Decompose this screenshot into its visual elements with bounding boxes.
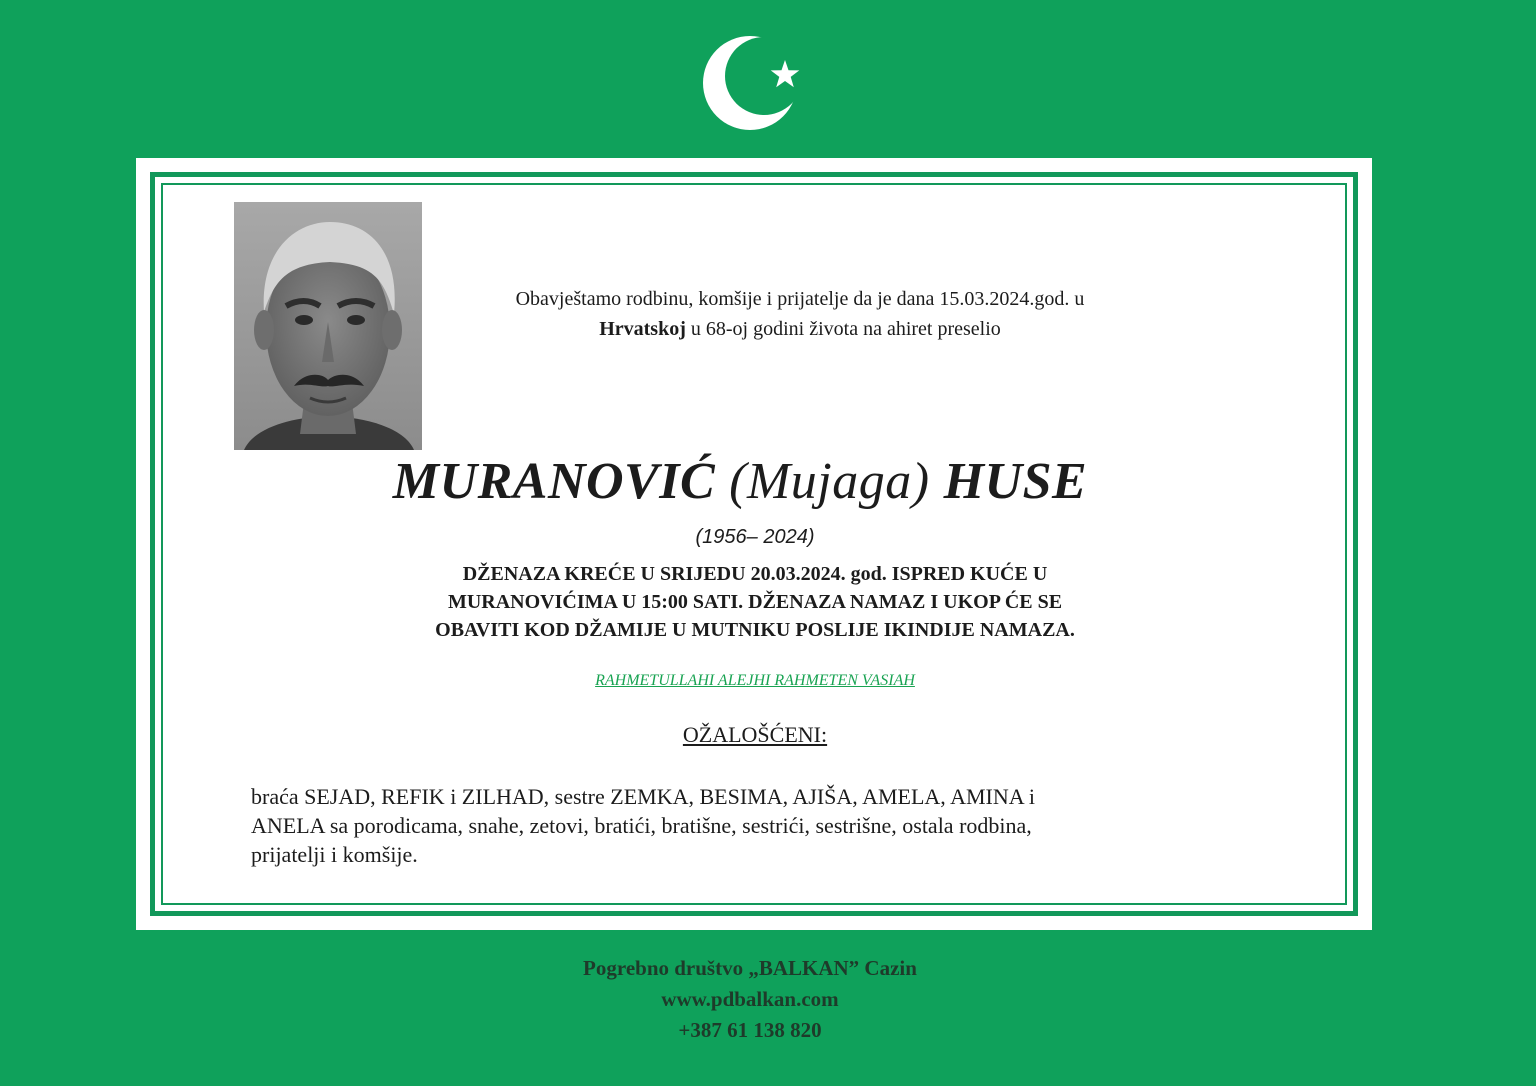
funeral-line-3: OBAVITI KOD DŽAMIJE U MUTNIKU POSLIJE IKINDIJE NAMAZA. bbox=[435, 619, 1075, 641]
mourners-list bbox=[251, 782, 1261, 869]
mourners-heading: OŽALOŠĆENI: bbox=[682, 722, 828, 747]
portrait-photo bbox=[234, 202, 422, 450]
funeral-details bbox=[330, 560, 1180, 644]
mourners-line-2: ANELA sa porodicama, snahe, zetovi, bratići, bratišne, sestrići, sestrišne, ostala rodbina, bbox=[251, 813, 1032, 838]
funeral-home-website: www.pdbalkan.com bbox=[661, 987, 839, 1011]
first-name: HUSE bbox=[943, 453, 1088, 510]
funeral-home-info bbox=[440, 953, 1060, 1046]
mourners-line-3: prijatelji i komšije. bbox=[251, 842, 418, 867]
deceased-name bbox=[300, 452, 1180, 511]
prayer-text: RAHMETULLAHI ALEJHI RAHMETEN VASIAH bbox=[595, 672, 915, 689]
death-announcement bbox=[400, 284, 1200, 344]
announcement-line-2-rest: u 68-oj godini života na ahiret preselio bbox=[685, 318, 1001, 340]
life-years: (1956– 2024) bbox=[695, 526, 815, 548]
funeral-line-2: MURANOVIĆIMA U 15:00 SATI. DŽENAZA NAMAZ I UKOP ĆE SE bbox=[447, 591, 1063, 613]
father-name: (Mujaga) bbox=[729, 453, 930, 510]
announcement-line-1: Obavještamo rodbinu, komšije i prijatelje da je dana 15.03.2024.god. u bbox=[515, 288, 1085, 310]
funeral-home-phone: +387 61 138 820 bbox=[678, 1018, 822, 1042]
funeral-line-1: DŽENAZA KREĆE U SRIJEDU 20.03.2024. god. ISPRED KUĆE U bbox=[462, 563, 1048, 585]
funeral-home-name: Pogrebno društvo „BALKAN” Cazin bbox=[583, 956, 917, 980]
mourners-line-1: braća SEJAD, REFIK i ZILHAD, sestre ZEMKA, BESIMA, AJIŠA, AMELA, AMINA i bbox=[251, 784, 1036, 809]
announcement-line-2 bbox=[400, 314, 1200, 344]
place-of-death: Hrvatskoj bbox=[599, 318, 686, 340]
crescent-and-star-icon bbox=[700, 30, 810, 140]
surname: MURANOVIĆ bbox=[392, 453, 716, 510]
